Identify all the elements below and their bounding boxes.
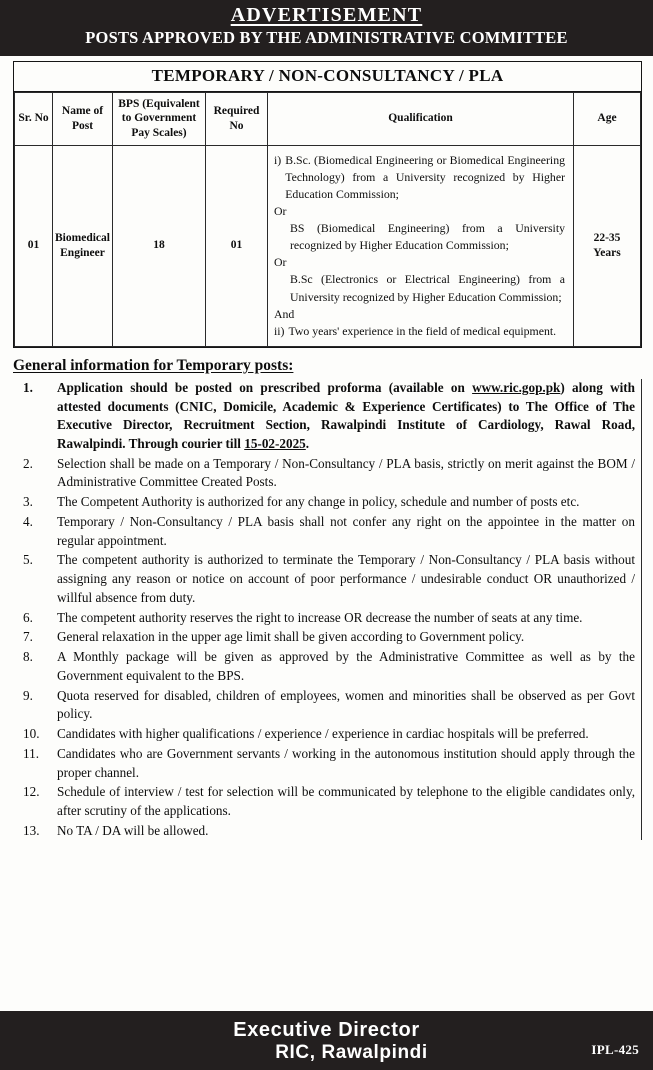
- general-information-segment: No TA / DA will be allowed.: [57, 822, 209, 838]
- cell-bps: 18: [113, 145, 206, 346]
- posts-table-container: [13, 61, 642, 348]
- cell-qualification: [268, 145, 574, 346]
- cell-age: [574, 145, 641, 346]
- general-information-item: [13, 745, 637, 782]
- qualification-item-i: [274, 152, 565, 203]
- general-information-item: [13, 609, 637, 628]
- general-information-item: [13, 725, 637, 744]
- qualification-item-ii: [274, 323, 565, 340]
- cell-age-line1: 22-35: [593, 231, 621, 244]
- general-information-segment: The Competent Authority is authorized for any change in policy, schedule and number of posts etc.: [57, 494, 580, 510]
- general-information-item: [13, 551, 637, 607]
- general-information-emphasis[interactable]: www.ric.gop.pk: [472, 379, 561, 395]
- column-header-name-of-post: [53, 92, 113, 145]
- general-information-list: [13, 379, 642, 841]
- footer-band: [0, 1011, 653, 1070]
- general-information-item-number: 7.: [23, 629, 33, 645]
- column-header-required-no-label: Required No: [213, 104, 260, 132]
- qualification-item-ii-marker: ii): [274, 323, 285, 338]
- column-header-sr-no: [15, 92, 53, 145]
- general-information-item-number: 1.: [23, 379, 33, 395]
- general-information-item-text: [57, 551, 637, 607]
- cell-age-line2: Years: [593, 246, 621, 259]
- general-information-item-number: 3.: [23, 494, 33, 510]
- general-information-item-text: [57, 628, 637, 647]
- column-header-sr-no-label: Sr. No: [18, 112, 49, 125]
- general-information-item-text: [57, 609, 637, 628]
- general-information-item-number: 8.: [23, 649, 33, 665]
- general-information-item-number: 2.: [23, 455, 33, 471]
- general-information-segment: The competent authority reserves the right to increase OR decrease the number of seats at any time.: [57, 609, 583, 625]
- general-information-segment: General relaxation in the upper age limit shall be given according to Government policy.: [57, 629, 525, 645]
- general-information-emphasis[interactable]: 15-02-2025: [244, 436, 306, 452]
- general-information-item: [13, 648, 637, 685]
- qualification-item-i-text: B.Sc. (Biomedical Engineering or Biomedical Engineering Technology) from a University recognized by Higher Education Commission;: [285, 152, 565, 201]
- general-information-item-number: 5.: [23, 552, 33, 568]
- general-information-item-number: 11.: [23, 745, 39, 761]
- general-information-item-number: 9.: [23, 687, 33, 703]
- table-row: [15, 145, 641, 346]
- column-header-name-of-post-label: Name of Post: [61, 104, 104, 132]
- general-information-segment: A Monthly package will be given as approved by the Administrative Committee as well as by the Government equivalent to the BPS.: [57, 649, 635, 683]
- general-information-segment: Temporary / Non-Consultancy / PLA basis shall not confer any right on the appointee in the matter on regular appointment.: [57, 513, 635, 548]
- column-header-qualification-label: Qualification: [388, 112, 453, 125]
- general-information-item-text: [57, 822, 637, 841]
- general-information-item-text: [57, 783, 637, 820]
- footer-organization: RIC, Rawalpindi: [275, 1042, 428, 1064]
- header-band: [0, 0, 653, 56]
- column-header-qualification: [268, 92, 574, 145]
- qualification-or-2: Or: [274, 255, 287, 270]
- page-subtitle: POSTS APPROVED BY THE ADMINISTRATIVE COMMITTEE: [85, 28, 568, 47]
- general-information-item: [13, 687, 637, 724]
- cell-name-of-post-line1: Biomedical: [55, 231, 110, 244]
- cell-required-no: 01: [206, 145, 268, 346]
- general-information-item-number: 4.: [23, 513, 33, 529]
- column-header-bps-label: BPS (Equivalent to Government Pay Scales): [118, 97, 200, 140]
- general-information-segment: Schedule of interview / test for selection will be communicated by telephone to the eligible candidates only, after scrutiny of the applications.: [57, 784, 635, 818]
- cell-sr-no: 01: [15, 145, 53, 346]
- qualification-alt-2: B.Sc (Electronics or Electrical Engineering) from a University recognized by Higher Education Commission;: [290, 272, 565, 304]
- general-information-item-text: [57, 493, 637, 512]
- general-information-segment: Candidates with higher qualifications / experience / experience in cardiac hospitals will be preferred.: [57, 726, 589, 742]
- qualification-item-i-marker: i): [274, 152, 282, 167]
- qualification-alt-1: BS (Biomedical Engineering) from a University recognized by Higher Education Commission;: [290, 221, 565, 253]
- column-header-age-label: Age: [597, 112, 617, 125]
- general-information-segment: The competent authority is authorized to terminate the Temporary / Non-Consultancy / PLA basis without assigning any reason or notice on account of poor performance / undesirable conduct OR unauthorized / willful absence from duty.: [57, 552, 635, 605]
- general-information-item-text: [57, 648, 637, 685]
- general-information-item-number: 13.: [23, 822, 40, 838]
- general-information-item-text: [57, 687, 637, 724]
- footer-reference-code: IPL-425: [591, 1042, 639, 1057]
- posts-table: [14, 92, 641, 347]
- cell-name-of-post: [53, 145, 113, 346]
- general-information-segment: Selection shall be made on a Temporary / Non-Consultancy / PLA basis, strictly on merit against the BOM / Administrative Committee Created Posts.: [57, 455, 635, 490]
- general-information-item-text: [57, 725, 637, 744]
- column-header-bps: [113, 92, 206, 145]
- general-information-item: [13, 379, 637, 454]
- footer-designation: Executive Director: [233, 1019, 420, 1042]
- column-header-age: [574, 92, 641, 145]
- column-header-required-no: [206, 92, 268, 145]
- general-information-item-text: [57, 513, 637, 550]
- general-information-item: [13, 628, 637, 647]
- general-information-segment: Application should be posted on prescribed proforma (available on: [57, 379, 473, 395]
- qualification-and: And: [274, 306, 295, 321]
- general-information-segment: Candidates who are Government servants / working in the autonomous institution should apply through the proper channel.: [57, 745, 635, 780]
- general-information-item: [13, 455, 637, 492]
- general-information-item: [13, 513, 637, 550]
- general-information-item-text: [57, 379, 637, 454]
- general-information-item-number: 10.: [23, 726, 40, 742]
- page-title: ADVERTISEMENT: [230, 4, 423, 26]
- qualification-item-ii-text: Two years' experience in the field of medical equipment.: [288, 323, 557, 338]
- general-information-item-number: 12.: [23, 784, 40, 800]
- general-information-segment: ) along with attested documents (CNIC, Domicile, Academic & Experience Certificates) to The Office of The Executive Director, Recruitment Section, Rawalpindi Institute of Cardiology, Rawal Road, Rawalpindi. Through courier till: [57, 379, 635, 452]
- table-header-row: [15, 92, 641, 145]
- general-information-heading: General information for Temporary posts:: [13, 356, 294, 374]
- cell-name-of-post-line2: Engineer: [60, 246, 105, 259]
- general-information-item-text: [57, 455, 637, 492]
- qualification-or-1: Or: [274, 204, 287, 219]
- general-information-segment: Quota reserved for disabled, children of employees, women and minorities shall be observed as per Govt policy.: [57, 687, 635, 722]
- table-banner: TEMPORARY / NON-CONSULTANCY / PLA: [14, 62, 641, 92]
- footer-signature: [225, 1018, 428, 1065]
- general-information-item: [13, 493, 637, 512]
- general-information-item: [13, 783, 637, 820]
- general-information-item: [13, 822, 637, 841]
- general-information-item-number: 6.: [23, 609, 33, 625]
- general-information-item-text: [57, 745, 637, 782]
- general-information-segment: .: [305, 436, 310, 452]
